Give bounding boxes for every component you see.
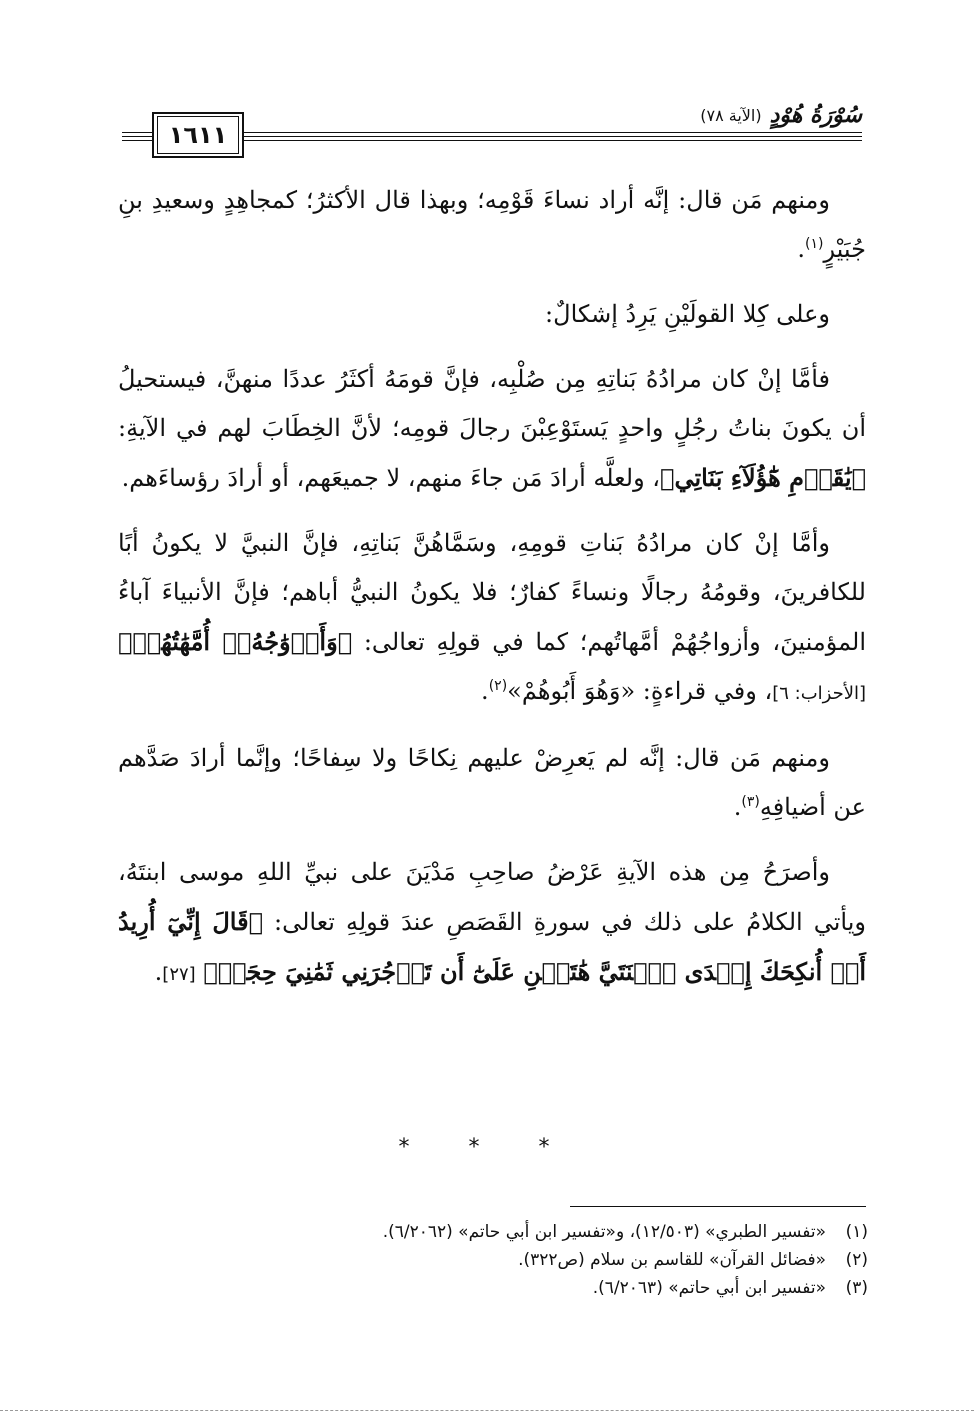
footnote-number: (٢) <box>845 1250 868 1270</box>
footnote-number: (١) <box>845 1222 868 1242</box>
page-number-frame <box>152 112 244 158</box>
paragraph-text: وأمَّا إنْ كان مرادُهُ بَناتِ قومِهِ، وسَمَّاهُنَّ بَناتِهِ، فإنَّ النبيَّ لا يكونُ أبًا للكافرينَ، وقومُهُ رجالًا ونساءً كفارٌ؛ فلا يكونُ النبيُّ أباهم؛ فإنَّ الأنبياءَ آباءُ المؤمنينَ، وأزواجُهُمْ أمَّهاتُهم؛ كما في قولِهِ تعالى: <box>118 529 866 656</box>
surah-title: سُوْرَةُ هُوْدٍ <box>769 102 862 128</box>
paragraph-text: ومنهم مَن قال: إنَّه لم يَعرِضْ عليهم نِكاحًا ولا سِفاحًا؛ وإنَّما أرادَ صَدَّهم عن أضيافِهِ <box>118 744 866 821</box>
footnote-number: (٣) <box>845 1278 868 1298</box>
main-text <box>118 170 866 1015</box>
footnote-rule <box>570 1206 866 1207</box>
section-separator: * * * <box>398 1135 576 1160</box>
footnote <box>108 1246 868 1274</box>
footnote-text: «تفسير ابن أبي حاتم» (٦/٢٠٦٣). <box>592 1278 826 1298</box>
paragraph-text: . <box>481 677 489 705</box>
paragraph <box>118 176 866 274</box>
paragraph-text: ، وفي قراءةٍ: «وَهُوَ أَبُوهُمْ» <box>507 677 773 705</box>
paragraph <box>118 290 866 339</box>
paragraph <box>118 355 866 503</box>
verse-citation: [الأحزاب: ٦] <box>772 683 866 704</box>
paragraph <box>118 734 866 832</box>
footnote-marker: (٣) <box>741 794 760 810</box>
paragraph <box>118 848 866 999</box>
verse-citation: [٢٧] <box>162 964 196 985</box>
paragraph-text: ومنهم مَن قال: إنَّه أراد نساءَ قَوْمِه؛ وبهذا قال الأكثرُ؛ كمجاهِدٍ وسعيدِ بنِ جُبَيْرٍ <box>118 186 866 263</box>
paragraph-text: . <box>154 958 163 986</box>
footnote-text: «فضائل القرآن» للقاسم بن سلام (ص٣٢٢). <box>518 1250 826 1270</box>
footnote-marker: (٢) <box>488 678 508 694</box>
page-number: ١٦١١ <box>157 116 239 154</box>
scan-edge <box>0 1410 974 1411</box>
quran-verse: ﴿قَالَ إِنِّيٓ أُرِيدُ أَنۡ أُنكِحَكَ إِحۡدَى ٱبۡنَتَيَّ هَٰتَيۡنِ عَلَىٰٓ أَن تَأۡجُرَنِي ثَمَٰنِيَ حِجَجٖ﴾ <box>118 907 866 986</box>
paragraph-text: وعلى كِلا القولَيْنِ يَرِدُ إشكالٌ: <box>545 300 830 328</box>
verse-reference: (الآية ٧٨) <box>700 105 762 125</box>
paragraph-text: . <box>797 235 805 263</box>
footnote <box>108 1218 868 1246</box>
paragraph-text: . <box>733 793 742 821</box>
running-head <box>694 100 862 130</box>
paragraph-text: وأصرَحُ مِن هذه الآيةِ عَرْضُ صاحِبِ مَدْيَنَ على نبيِّ اللهِ موسى ابنتَهُ، ويأتي الكلامُ على ذلك في سورةِ القَصَصِ عندَ قولِهِ تعالى: <box>118 858 866 936</box>
footnote-marker: (١) <box>804 236 824 252</box>
quran-verse: ﴿وَأَزۡوَٰجُهُۥٓ أُمَّهَٰتُهُمۡ﴾ <box>118 627 353 656</box>
paragraph-text: ، ولعلَّه أرادَ مَن جاءَ منهم، لا جميعَهم، أو أرادَ رؤساءَهم. <box>121 464 661 492</box>
paragraph-text: فأمَّا إنْ كان مرادُهُ بَناتِهِ مِن صُلْبِه، فإنَّ قومَهُ أكثَرُ عددًا منهنَّ، فيستحيلُ أن يكونَ بناتُ رجُلٍ واحدٍ يَستَوْعِبْنَ رجالَ قومِه؛ لأنَّ الخِطَابَ لهم في الآيةِ: <box>118 365 866 442</box>
page-header <box>122 100 862 162</box>
footnote <box>108 1274 868 1302</box>
footnotes <box>108 1218 868 1302</box>
paragraph <box>118 519 866 718</box>
footnote-text: «تفسير الطبري» (١٢/٥٠٣)، و«تفسير ابن أبي حاتم» (٦/٢٠٦٢). <box>382 1222 826 1242</box>
quran-verse: ﴿يَٰقَوۡمِ هَٰٓؤُلَآءِ بَنَاتِي﴾ <box>660 463 866 492</box>
